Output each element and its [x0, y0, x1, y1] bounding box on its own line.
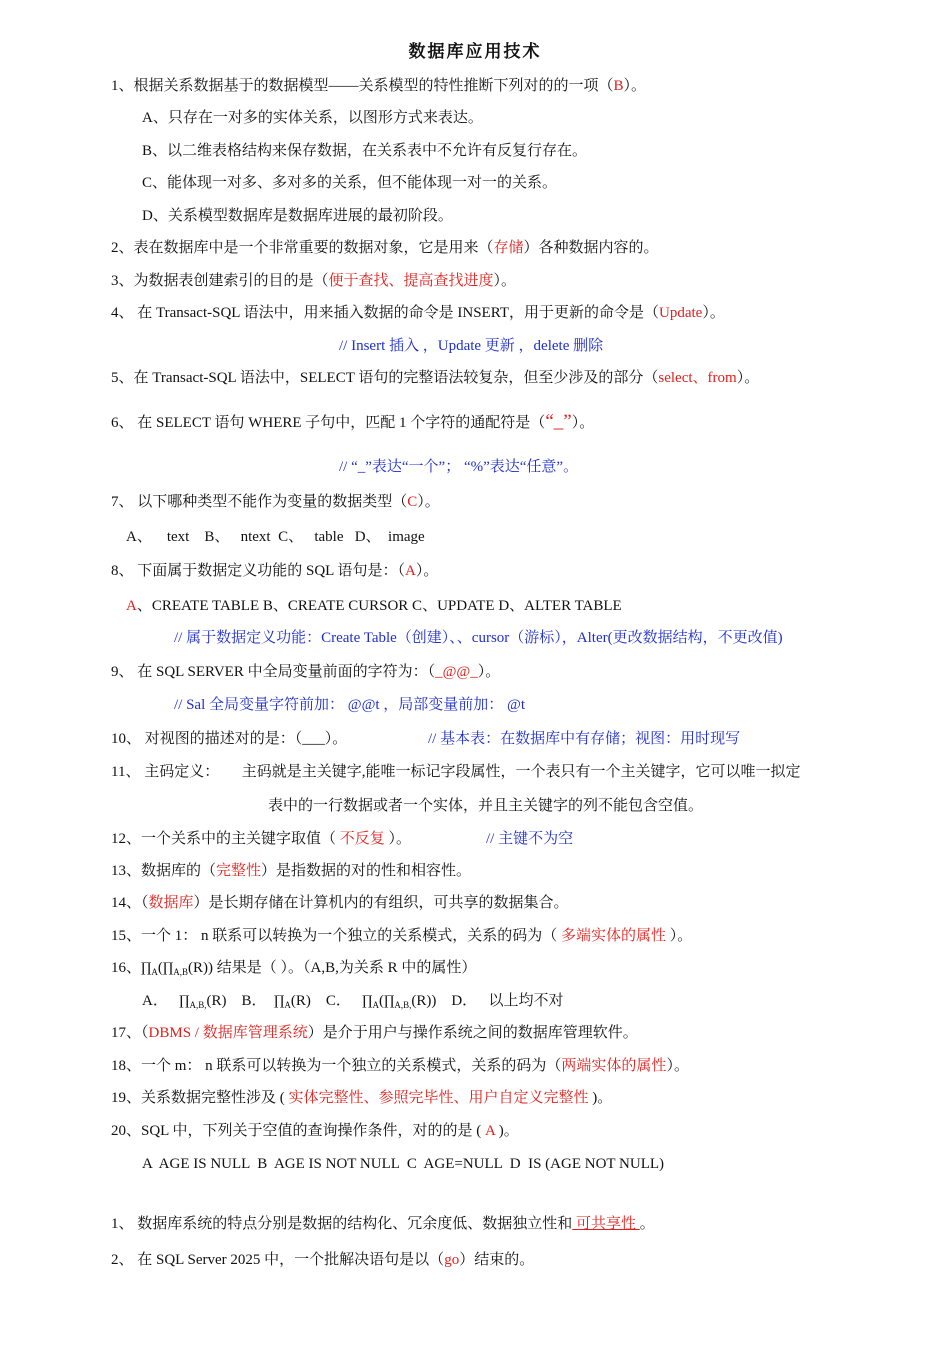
question-12: [111, 829, 411, 849]
question-3: [111, 271, 516, 291]
question-2: [111, 238, 659, 258]
question-text-end: ）。: [415, 563, 439, 579]
question-text: 7、 以下哪种类型不能作为变量的数据类型（: [111, 494, 408, 510]
subscript: A: [372, 1000, 379, 1010]
question-text: 14、（: [111, 895, 149, 911]
question-text: 9、 在 SQL SERVER 中全局变量前面的字符为：（: [111, 664, 436, 680]
answer-text: 可共享性: [572, 1216, 640, 1232]
option-c: C、能体现一对多、多对多的关系，但不能体现一对一的关系。: [142, 175, 558, 191]
answer-text: B: [613, 78, 624, 94]
question-text-end: ）是长期存储在计算机内的有组织，可共享的数据集合。: [193, 895, 569, 911]
projection-symbol: ∏: [273, 994, 285, 1009]
question-6: [111, 412, 594, 433]
question-text: 8、 下面属于数据定义功能的 SQL 语句是：（: [111, 563, 406, 579]
question-text: 3、为数据表创建索引的目的是（: [111, 273, 329, 289]
answer-text: _@@_: [435, 664, 478, 680]
answer-text: A: [485, 1123, 496, 1139]
note-4: // Insert 插入 ，Update 更新 ，delete 删除: [339, 338, 604, 354]
projection-symbol: ∏: [362, 994, 373, 1009]
question-text: 1、 数据库系统的特点分别是数据的结构化、冗余度低、数据独立性和: [111, 1216, 573, 1232]
question-19: [111, 1088, 612, 1108]
document-title: 数据库应用技术: [408, 42, 542, 61]
note-9: // Sal 全局变量字符前加： @@t ，局部变量前加： @t: [174, 697, 526, 713]
answer-text: 不反复: [336, 831, 389, 847]
question-text: (R)) 结果是（ ）。（A,B,为关系 R 中的属性）: [188, 960, 477, 976]
answer-text: 数据库: [148, 895, 194, 911]
question-10: 10、 对视图的描述对的是：（___）。: [111, 731, 348, 747]
question-text-end: ）。: [477, 664, 501, 680]
question-text-end: ）结束的。: [459, 1252, 535, 1268]
question-text-end: ）。: [736, 370, 760, 386]
projection-symbol: ∏: [179, 994, 190, 1009]
subscript: A,B,: [394, 1000, 412, 1010]
option-b-label: B．: [241, 993, 267, 1009]
answer-text: 便于查找、提高查找进度: [328, 273, 494, 289]
answer-text: C: [407, 494, 418, 510]
question-text: 17、（: [111, 1025, 149, 1041]
option-c-label: C．: [325, 993, 351, 1009]
question-text: 1、根据关系数据基于的数据模型——关系模型的特性推断下列对的的一项（: [111, 78, 614, 94]
question-9: [111, 662, 500, 682]
question-text-end: )。: [588, 1090, 613, 1106]
question-text-end: ）。: [666, 928, 693, 944]
subscript: A: [284, 1000, 291, 1010]
question-7: [111, 492, 440, 512]
subscript: A: [151, 967, 158, 977]
question-number: 16、: [111, 960, 142, 976]
question-text-end: ）。: [571, 415, 595, 431]
answer-text: 两端实体的属性: [561, 1058, 667, 1074]
subscript: A,B,: [189, 1000, 207, 1010]
answer-text: DBMS / 数据库管理系统: [148, 1025, 308, 1041]
relation: (R): [290, 993, 311, 1009]
question-text-end: 。: [639, 1216, 655, 1232]
question-text-end: )。: [495, 1123, 519, 1139]
answer-text: 实体完整性、参照完毕性、用户自定义完整性: [288, 1090, 589, 1106]
question-text-end: ）。: [623, 78, 647, 94]
question-1: [111, 76, 646, 96]
question-text: 19、关系数据完整性涉及 (: [111, 1090, 289, 1106]
options-7: A、 text B、 ntext C、 table D、 image: [126, 529, 425, 545]
question-20: [111, 1121, 519, 1141]
fill-in-2: [111, 1250, 534, 1270]
question-text-end: ）。: [417, 494, 440, 510]
question-text: 13、数据库的（: [111, 863, 217, 879]
relation: (R): [206, 993, 227, 1009]
question-8: [111, 561, 438, 581]
option-a-label: A: [126, 598, 137, 614]
note-12: // 主键不为空: [486, 831, 574, 847]
note-6: // “_”表达“一个”； “%”表达“任意”。: [339, 459, 579, 475]
option-d-label: D．: [451, 993, 478, 1009]
question-text: 2、 在 SQL Server 2025 中，一个批解决语句是以（: [111, 1252, 445, 1268]
question-13: [111, 861, 471, 881]
question-text: 12、一个关系中的主关键字取值（: [111, 831, 337, 847]
question-text-end: ）是指数据的对的性和相容性。: [261, 863, 472, 879]
answer-text: 完整性: [216, 863, 262, 879]
options-8: [126, 596, 622, 616]
question-text: 4、 在 Transact-SQL 语法中，用来插入数据的命令是 INSERT，用于更新的命令是（: [111, 305, 659, 321]
question-text-end: ）各种数据内容的。: [523, 240, 659, 256]
answer-text: Update: [659, 305, 703, 321]
question-text: 18、一个 m： n 联系可以转换为一个独立的关系模式，关系的码为（: [111, 1058, 562, 1074]
projection-symbol: ∏: [383, 994, 395, 1009]
relation: (R)): [411, 993, 437, 1009]
note-8: // 属于数据定义功能：Create Table（创建）、、cursor（游标），Alter(更改数据结构，不更改值): [174, 630, 783, 646]
question-text-end: ）。: [493, 273, 517, 289]
question-18: [111, 1056, 689, 1076]
note-10: // 基本表：在数据库中有存储；视图：用时现写: [428, 731, 741, 747]
question-text: 2、表在数据库中是一个非常重要的数据对象，它是用来（: [111, 240, 494, 256]
options-16: A． $\prod_{A,B,}(R)$ B． $\prod_A(R)$ C． $\prod_A(\prod_{A,B,}(R))$ D． 以上均不对: [142, 993, 564, 1010]
question-15: [111, 926, 692, 946]
question-14: [111, 893, 569, 913]
option-d: D、关系模型数据库是数据库进展的最初阶段。: [142, 208, 453, 224]
answer-text: 存储: [493, 240, 524, 256]
question-4: [111, 303, 725, 323]
question-text: 15、一个 1： n 联系可以转换为一个独立的关系模式，关系的码为（: [111, 928, 562, 944]
question-11: 11、 主码定义： 主码就是主关键字,能唯一标记字段属性，一个表只有一个主关键字，它可以唯一拟定: [111, 764, 801, 780]
options-text: 、CREATE TABLE B、CREATE CURSOR C、UPDATE D、ALTER TABLE: [136, 598, 622, 614]
question-text-end: ）是介于用户与操作系统之间的数据库管理软件。: [307, 1025, 638, 1041]
answer-text: 多端实体的属性: [561, 928, 667, 944]
projection-symbol: ∏: [162, 961, 174, 976]
option-a: A、只存在一对多的实体关系，以图形方式来表达。: [142, 110, 483, 126]
question-text: 5、在 Transact-SQL 语法中，SELECT 语句的完整语法较复杂，但至少涉及的部分（: [111, 370, 659, 386]
question-11-cont: 表中的一行数据或者一个实体，并且主关键字的列不能包含空值。: [268, 798, 704, 814]
option-a-label: A．: [142, 993, 168, 1009]
question-17: [111, 1023, 638, 1043]
question-text-end: ）。: [702, 305, 725, 321]
projection-symbol: ∏: [141, 961, 152, 976]
subscript: A,B: [173, 967, 188, 977]
answer-text: A: [405, 563, 416, 579]
answer-text: select、from: [658, 370, 737, 386]
answer-text: “_”: [545, 411, 572, 432]
fill-in-1: [111, 1214, 655, 1234]
question-5: [111, 368, 759, 388]
question-text-end: ）。: [388, 831, 412, 847]
option-d-text: 以上均不对: [488, 993, 564, 1009]
option-b: B、以二维表格结构来保存数据，在关系表中不允许有反复行存在。: [142, 143, 588, 159]
question-text: 20、SQL 中，下列关于空值的查询操作条件，对的的是 (: [111, 1123, 486, 1139]
options-20: A AGE IS NULL B AGE IS NOT NULL C AGE=NULL D IS (AGE NOT NULL): [142, 1156, 665, 1172]
question-text-end: ）。: [666, 1058, 689, 1074]
answer-text: go: [444, 1252, 460, 1268]
question-16: 16、$\prod_A(\prod_{A,B}(R))$ 结果是（ ）。（A,B,为关系 R 中的属性）: [111, 960, 477, 977]
question-text: 6、 在 SELECT 语句 WHERE 子句中，匹配 1 个字符的通配符是（: [111, 415, 546, 431]
